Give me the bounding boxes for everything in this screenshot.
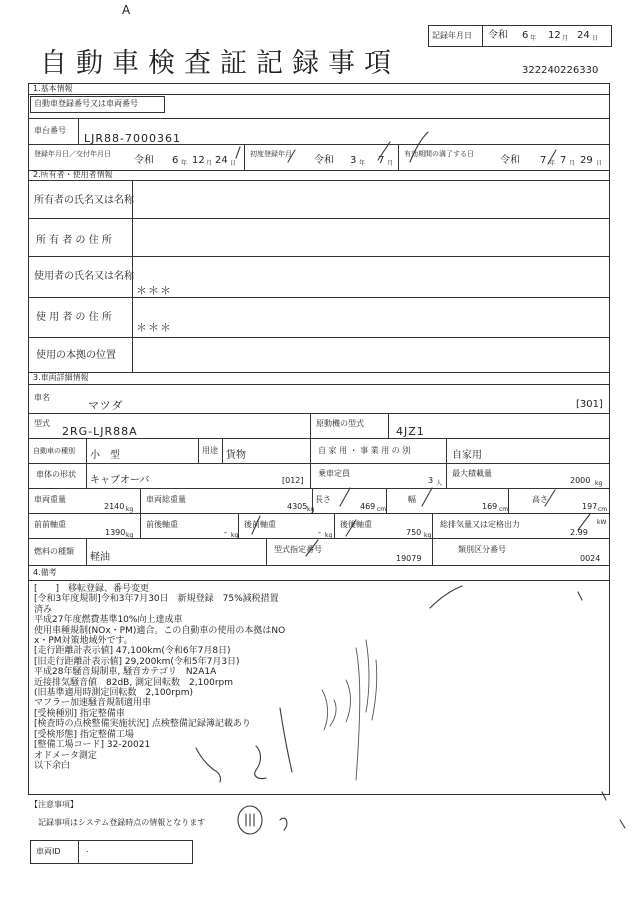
- first-reg-era: 令和: [314, 155, 334, 166]
- engine-model-value: 4JZ1: [396, 425, 425, 438]
- record-date-month: 12: [548, 30, 561, 41]
- reg-number-label: 自動車登録番号又は車両番号: [34, 99, 138, 108]
- chassis-number: LJR88-7000361: [84, 132, 181, 145]
- fr-axle-value: -: [224, 528, 227, 537]
- section-vehicle-heading: 3.車両詳細情報: [33, 373, 89, 382]
- remark-line: (旧基準適用時測定回転数 2,100rpm): [34, 688, 193, 699]
- body-shape-value: キャブオーバ: [90, 475, 150, 486]
- remark-line: x・PM対策地域外です。: [34, 636, 133, 647]
- remark-line: [ ] 移転登録、番号変更: [34, 584, 150, 594]
- vehicle-id-label: 車両ID: [36, 847, 61, 856]
- user-address-label: 使 用 者 の 住 所: [36, 312, 112, 323]
- reg-date-label: 登録年月日／交付年月日: [34, 150, 111, 158]
- section-basic-heading: 1.基本情報: [33, 84, 73, 93]
- reg-date-era: 令和: [134, 155, 154, 166]
- length-label: 長さ: [315, 495, 331, 504]
- reg-date-month: 12: [192, 155, 205, 166]
- rr-axle-value: 750: [406, 528, 422, 537]
- user-name-label: 使用者の氏名又は名称: [34, 271, 134, 282]
- remark-line: 使用車種規制(NOx・PM)適合。この自動車の使用の本拠はNO: [34, 625, 286, 636]
- owner-name-label: 所有者の氏名又は名称: [34, 195, 134, 206]
- user-address-value: ＊＊＊: [136, 321, 172, 334]
- model-value: 2RG-LJR88A: [62, 425, 138, 438]
- remark-line: [受検種別] 指定整備車: [34, 708, 125, 719]
- vehicle-kind-value: 小 型: [90, 450, 120, 461]
- record-date-year: 6: [522, 30, 529, 41]
- category-value: 0024: [580, 554, 601, 563]
- remarks-list: [34, 584, 354, 771]
- width-label: 幅: [408, 495, 416, 504]
- length-value: 469: [360, 502, 376, 511]
- engine-model-label: 原動機の型式: [316, 419, 364, 428]
- section-owner-heading: 2.所有者・使用者情報: [33, 170, 113, 179]
- remark-line: 平成27年度燃費基準10%向上達成車: [34, 615, 183, 626]
- first-reg-month: 7: [378, 155, 385, 166]
- ff-axle-value: 1390: [105, 528, 126, 537]
- remark-line: 済み: [34, 604, 53, 615]
- expiry-label: 有効期間の満了する日: [404, 150, 474, 158]
- usage-label: 用途: [202, 446, 218, 455]
- vehicle-name-value: マツダ: [88, 399, 124, 412]
- first-reg-year: 3: [350, 155, 357, 166]
- ff-axle-label: 前前軸重: [34, 520, 66, 529]
- rr-axle-label: 後後軸重: [340, 520, 372, 529]
- notice-text: 記録事項はシステム登録時点の情報となります: [38, 818, 206, 827]
- max-load-value: 2000: [570, 476, 591, 485]
- remark-line: オドメータ測定: [34, 750, 97, 761]
- record-date-day: 24: [577, 30, 590, 41]
- remark-line: [旧走行距離計表示値] 29,200km(令和5年7月3日): [34, 656, 240, 667]
- chassis-label: 車台番号: [34, 126, 66, 135]
- vehicle-kind-label: 自動車の種別: [33, 447, 75, 455]
- body-shape-code: [012]: [282, 476, 304, 485]
- fuel-type-value: 軽油: [90, 552, 110, 563]
- reg-date-year: 6: [172, 155, 179, 166]
- user-name-value: ＊＊＊: [136, 284, 172, 297]
- owner-address-label: 所 有 者 の 住 所: [36, 235, 112, 246]
- width-value: 169: [482, 502, 498, 511]
- capacity-label: 乗車定員: [318, 469, 350, 478]
- model-label: 型式: [34, 419, 50, 428]
- remark-line: [受検形態] 指定整備工場: [34, 729, 134, 740]
- height-label: 高さ: [532, 495, 548, 504]
- vehicle-weight-value: 2140: [104, 502, 125, 511]
- base-location-label: 使用の本拠の位置: [36, 350, 116, 361]
- height-value: 197: [582, 502, 598, 511]
- remark-line: [検査時の点検整備実施状況] 点検整備記録簿記載あり: [34, 719, 251, 730]
- remark-line: 以下余白: [34, 760, 71, 771]
- usage-value: 貨物: [226, 450, 246, 461]
- displacement-label: 総排気量又は定格出力: [440, 520, 520, 529]
- expiry-era: 令和: [500, 155, 520, 166]
- top-mark: A: [122, 3, 131, 17]
- remark-line: [令和3年度規制]令和3年7月30日 新規登録 75%減税措置: [34, 594, 279, 605]
- category-label: 類別区分番号: [458, 545, 506, 554]
- remark-line: [整備工場コード] 32-20021: [34, 740, 151, 751]
- record-date-label: 記録年月日: [432, 31, 472, 40]
- body-shape-label: 車体の形状: [36, 470, 76, 479]
- expiry-month: 7: [560, 155, 567, 166]
- rf-axle-label: 後前軸重: [244, 520, 276, 529]
- remark-line: 平成28年騒音規制車, 騒音カテゴリ N2A1A: [34, 667, 217, 678]
- gross-weight-label: 車両総重量: [146, 495, 186, 504]
- remark-line: マフラー加速騒音規制適用車: [34, 698, 152, 709]
- document-number: 322240226330: [522, 65, 599, 76]
- vehicle-id-value: .: [86, 845, 89, 854]
- expiry-day: 29: [580, 155, 593, 166]
- purpose-value: 自家用: [452, 450, 482, 461]
- page-title: 自動車検査証記録事項: [40, 48, 400, 79]
- displacement-value: 2.99: [570, 528, 588, 537]
- vehicle-name-label: 車名: [34, 393, 50, 402]
- purpose-label: 自 家 用 ・ 事 業 用 の 別: [318, 446, 411, 455]
- gross-weight-value: 4305: [287, 502, 308, 511]
- record-date-era: 令和: [488, 30, 508, 41]
- vehicle-name-code: [301]: [576, 399, 603, 410]
- remark-line: [走行距離計表示値] 47,100km(令和6年7月8日): [34, 646, 231, 657]
- vehicle-weight-label: 車両重量: [34, 495, 66, 504]
- rf-axle-value: -: [318, 528, 321, 537]
- capacity-value: 3: [428, 476, 434, 485]
- notice-heading: 【注意事項】: [30, 800, 78, 809]
- designation-label: 型式指定番号: [274, 545, 322, 554]
- fuel-type-label: 燃料の種類: [34, 547, 74, 556]
- reg-date-day: 24: [215, 155, 228, 166]
- expiry-year: 7: [540, 155, 547, 166]
- fr-axle-label: 前後軸重: [146, 520, 178, 529]
- max-load-label: 最大積載量: [452, 469, 492, 478]
- first-reg-label: 初度登録年月: [250, 150, 292, 158]
- section-remarks-heading: 4.備考: [33, 568, 57, 577]
- designation-value: 19079: [396, 554, 422, 563]
- remark-line: 近接排気騒音値 82dB, 測定回転数 2,100rpm: [34, 677, 234, 688]
